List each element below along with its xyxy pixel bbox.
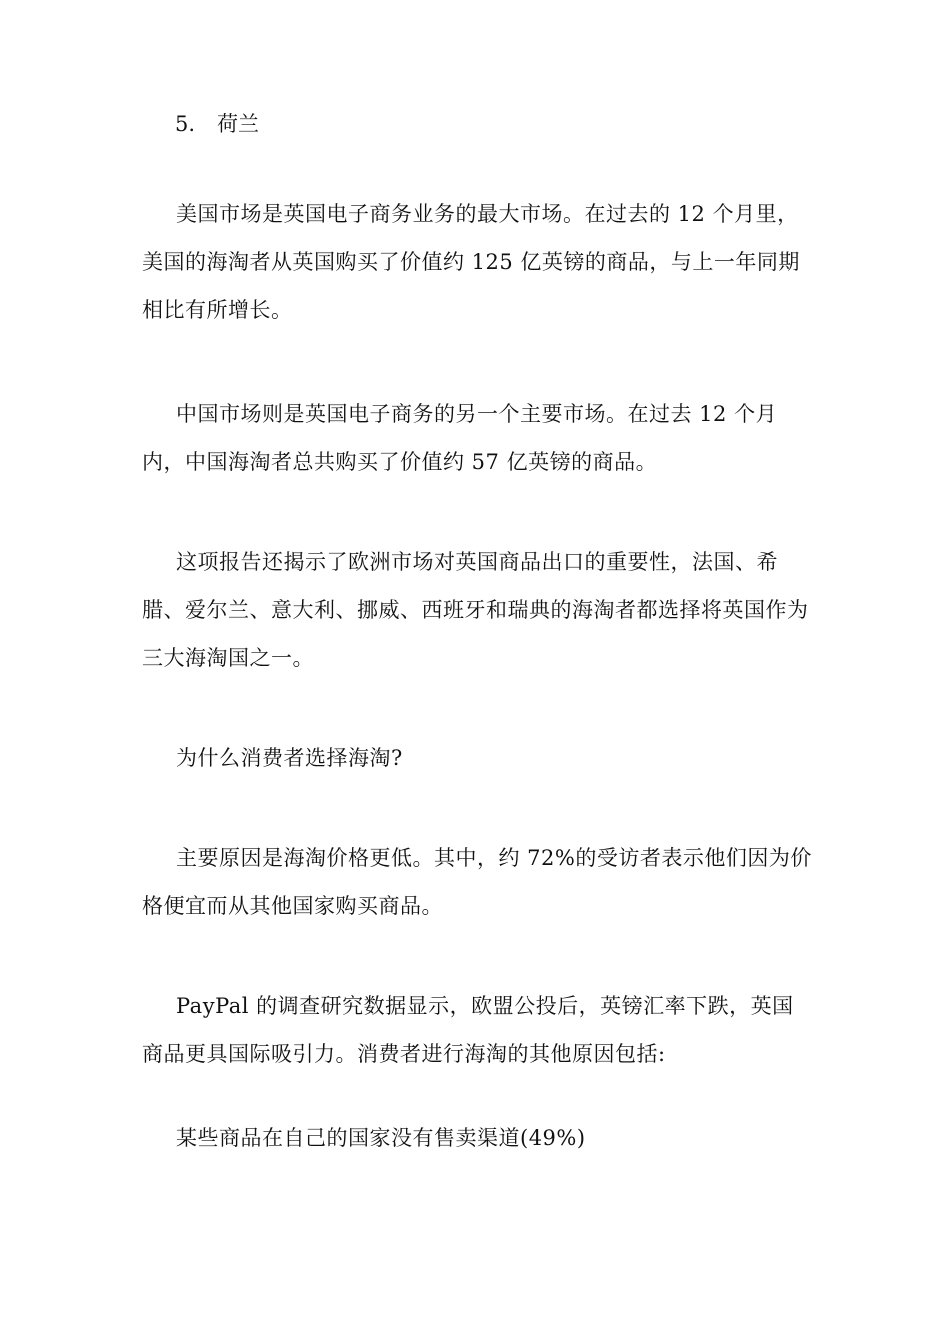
paragraph-china-market: 中国市场则是英国电子商务的另一个主要市场。在过去 12 个月内，中国海淘者总共购买了价值约 57 亿英镑的商品。 [142, 402, 778, 474]
list-item-netherlands [175, 100, 259, 148]
paragraph-reason-availability: 某些商品在自己的国家没有售卖渠道(49%) [176, 1126, 586, 1150]
paragraph-main-reason: 主要原因是海淘价格更低。其中，约 72%的受访者表示他们因为价格便宜而从其他国家购买商品。 [142, 846, 812, 918]
paragraph-paypal-research: PayPal 的调查研究数据显示，欧盟公投后，英镑汇率下跌，英国商品更具国际吸引力。消费者进行海淘的其他原因包括: [142, 994, 794, 1066]
paragraph-us-market: 美国市场是英国电子商务业务的最大市场。在过去的 12 个月里，美国的海淘者从英国购买了价值约 125 亿英镑的商品，与上一年同期相比有所增长。 [142, 202, 800, 322]
section-question-heading: 为什么消费者选择海淘? [176, 746, 403, 770]
paragraph-europe-market: 这项报告还揭示了欧洲市场对英国商品出口的重要性，法国、希腊、爱尔兰、意大利、挪威、西班牙和瑞典的海淘者都选择将英国作为三大海淘国之一。 [142, 550, 809, 670]
list-text: 荷兰 [217, 112, 259, 136]
list-number: 5. [175, 112, 196, 136]
